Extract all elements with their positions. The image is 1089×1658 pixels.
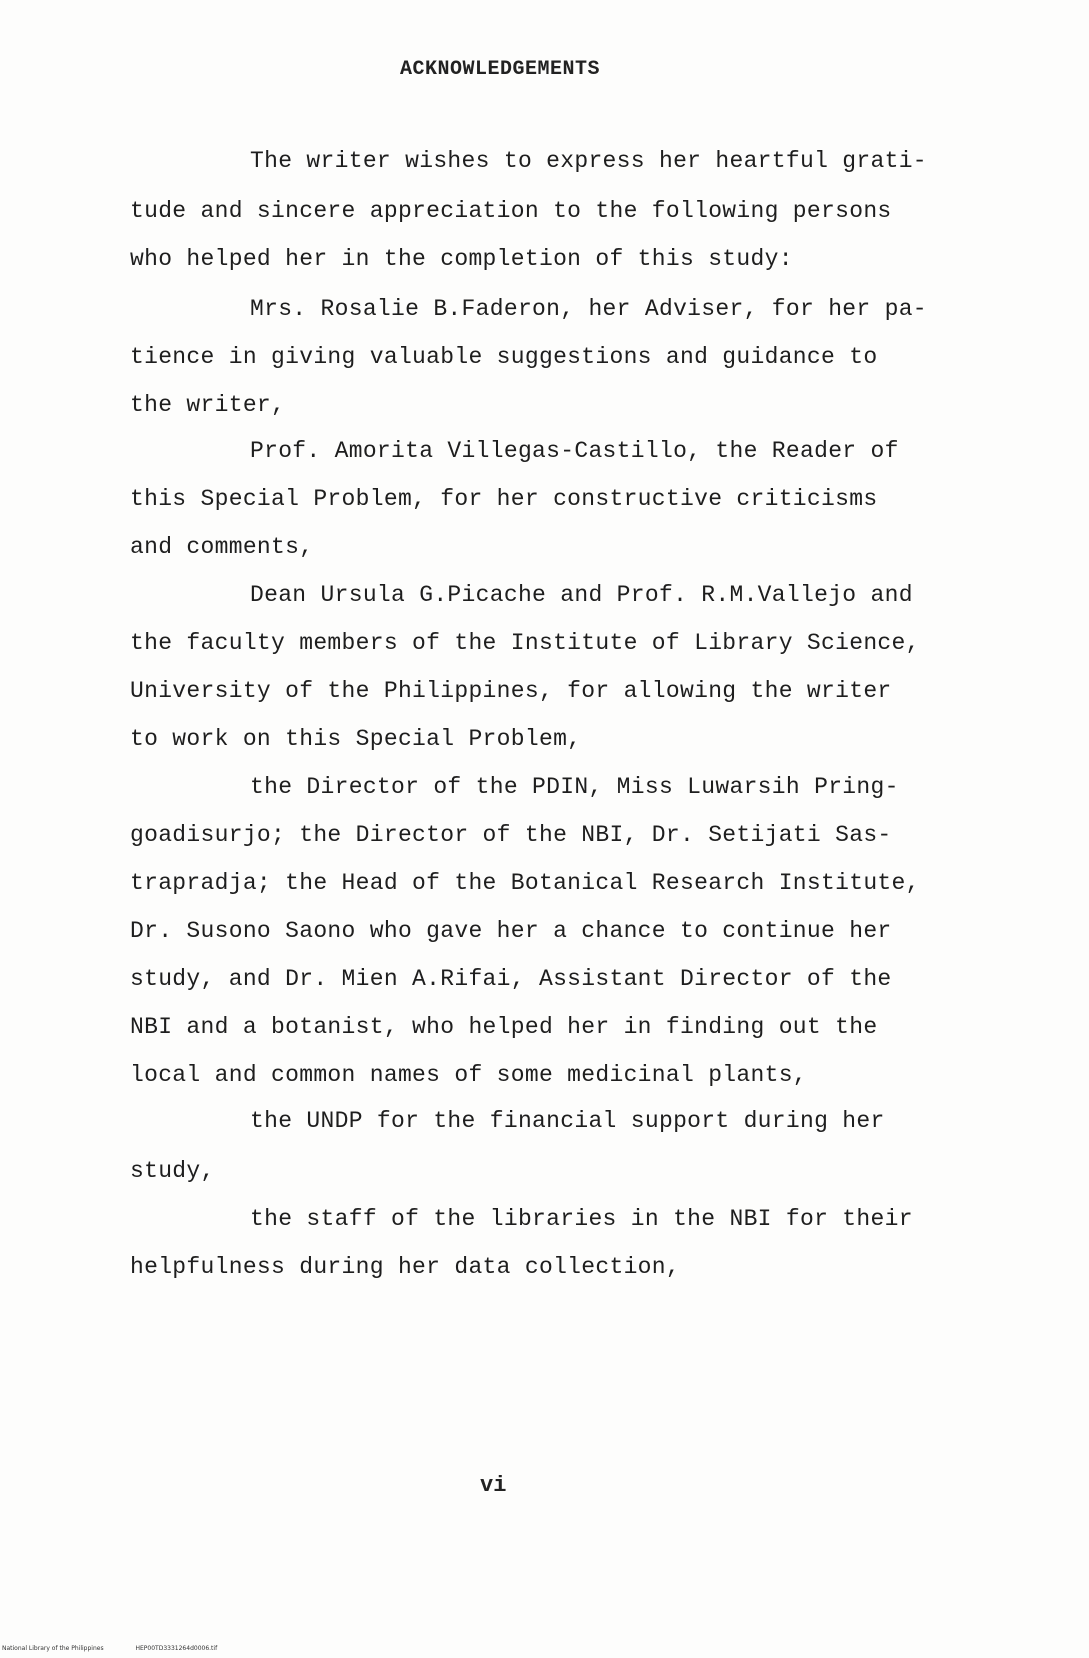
text-line: the faculty members of the Institute of Library Science, xyxy=(130,630,920,656)
text-line: The writer wishes to express her heartful grati- xyxy=(250,148,927,174)
text-line: Dean Ursula G.Picache and Prof. R.M.Vallejo and xyxy=(250,582,913,608)
text-line: study, and Dr. Mien A.Rifai, Assistant Director of the xyxy=(130,966,892,992)
text-line: the writer, xyxy=(130,392,286,418)
text-line: NBI and a botanist, who helped her in finding out the xyxy=(130,1014,878,1040)
text-line: University of the Philippines, for allowing the writer xyxy=(130,678,892,704)
text-line: and comments, xyxy=(130,534,314,560)
text-line: local and common names of some medicinal plants, xyxy=(130,1062,807,1088)
text-line: helpfulness during her data collection, xyxy=(130,1254,680,1280)
page-title: ACKNOWLEDGEMENTS xyxy=(399,58,601,81)
text-line: goadisurjo; the Director of the NBI, Dr. Setijati Sas- xyxy=(130,822,892,848)
text-line: Prof. Amorita Villegas-Castillo, the Reader of xyxy=(250,438,899,464)
text-line: who helped her in the completion of this study: xyxy=(130,246,793,272)
text-line: Mrs. Rosalie B.Faderon, her Adviser, for her pa- xyxy=(250,296,927,322)
page-number: vi xyxy=(480,1473,507,1498)
text-line: tience in giving valuable suggestions and guidance to xyxy=(130,344,878,370)
footer-filename: HEP00TD3331264d0006.tif xyxy=(135,1645,218,1652)
text-line: the staff of the libraries in the NBI for their xyxy=(250,1206,913,1232)
text-line: trapradja; the Head of the Botanical Research Institute, xyxy=(130,870,920,896)
text-line: tude and sincere appreciation to the following persons xyxy=(130,198,892,224)
text-line: this Special Problem, for her constructive criticisms xyxy=(130,486,878,512)
text-line: to work on this Special Problem, xyxy=(130,726,582,752)
scan-footer xyxy=(2,1645,247,1652)
footer-source: National Library of the Philippines xyxy=(2,1645,104,1652)
text-line: Dr. Susono Saono who gave her a chance to continue her xyxy=(130,918,892,944)
text-line: study, xyxy=(130,1158,215,1184)
text-line: the Director of the PDIN, Miss Luwarsih Pring- xyxy=(250,774,899,800)
text-line: the UNDP for the financial support during her xyxy=(250,1108,885,1134)
